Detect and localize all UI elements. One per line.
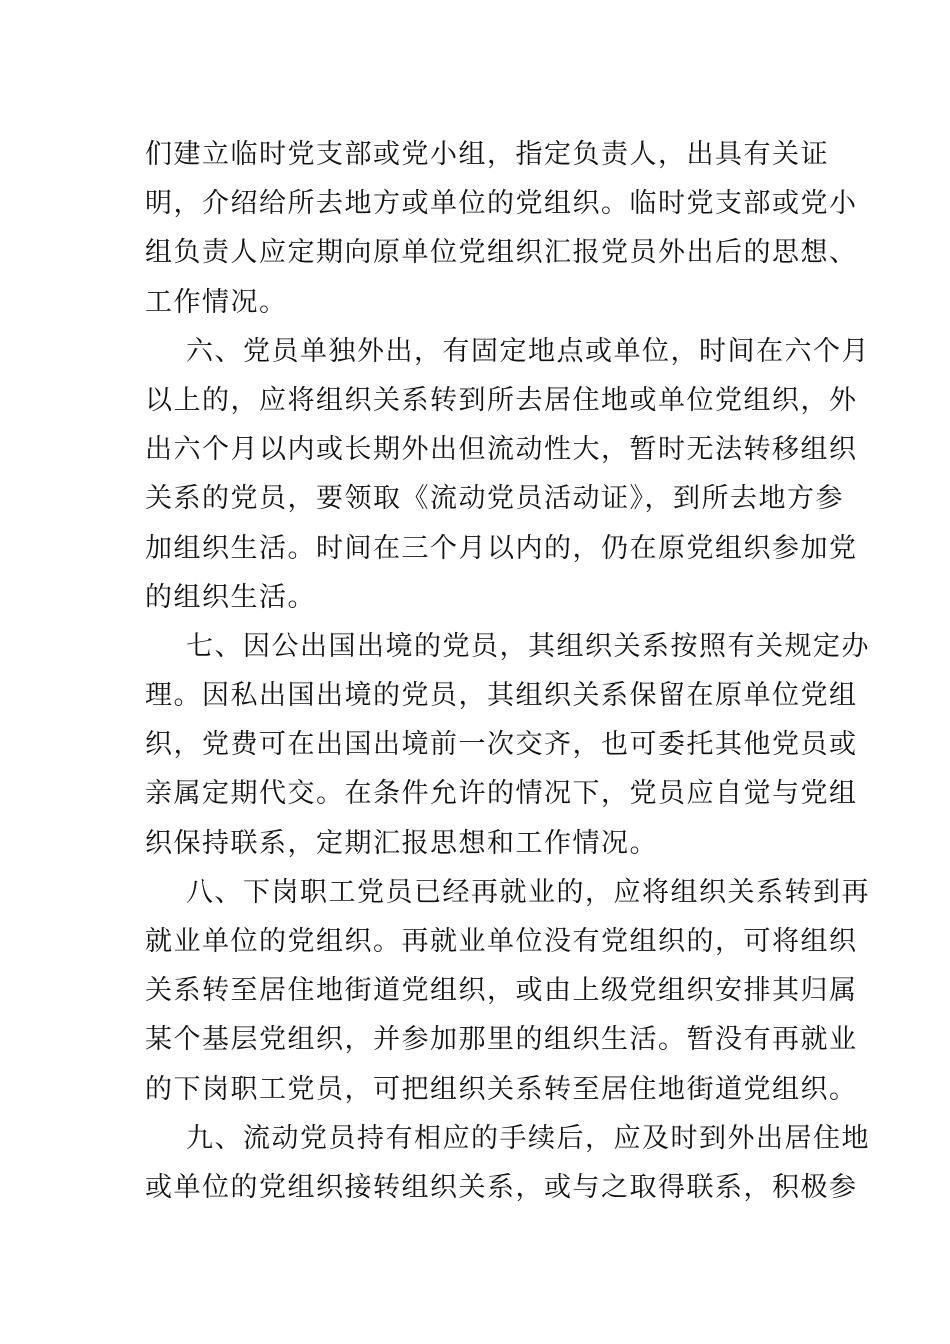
document-body xyxy=(145,130,870,1212)
text-line: 织保持联系，定期汇报思想和工作情况。 xyxy=(145,827,658,859)
text-line: 加组织生活。时间在三个月以内的，仍在原党组织参加党 xyxy=(145,532,858,564)
text-line: 组负责人应定期向原单位党组织汇报党员外出后的思想、 xyxy=(145,237,858,269)
text-line: 就业单位的党组织。再就业单位没有党组织的，可将组织 xyxy=(145,926,858,957)
text-line: 的组织生活。 xyxy=(145,581,316,613)
text-line: 关系的党员，要领取《流动党员活动证》，到所去地方参 xyxy=(145,483,844,515)
text-line: 某个基层党组织，并参加那里的组织生活。暂没有再就业 xyxy=(145,1024,858,1056)
text-line: 明，介绍给所去地方或单位的党组织。临时党支部或党小 xyxy=(145,188,858,220)
paragraph-eight-first-line: 八、下岗职工党员已经再就业的，应将组织关系转到再 xyxy=(186,876,870,908)
text-line: 出六个月以内或长期外出但流动性大，暂时无法转移组织 xyxy=(145,434,858,466)
paragraph-nine-first-line: 九、流动党员持有相应的手续后，应及时到外出居住地 xyxy=(186,1122,870,1154)
text-line: 或单位的党组织接转组织关系，或与之取得联系，积极参 xyxy=(145,1171,858,1203)
text-line: 以上的，应将组织关系转到所去居住地或单位党组织，外 xyxy=(145,384,858,416)
text-line: 亲属定期代交。在条件允许的情况下，党员应自觉与党组 xyxy=(145,778,858,810)
text-line: 关系转至居住地街道党组织，或由上级党组织安排其归属 xyxy=(145,975,858,1007)
text-line: 的下岗职工党员，可把组织关系转至居住地街道党组织。 xyxy=(145,1073,858,1105)
paragraph-seven-first-line: 七、因公出国出境的党员，其组织关系按照有关规定办 xyxy=(186,630,870,662)
text-line: 理。因私出国出境的党员，其组织关系保留在原单位党组 xyxy=(145,680,858,712)
text-line: 织，党费可在出国出境前一次交齐，也可委托其他党员或 xyxy=(145,729,858,761)
text-line: 工作情况。 xyxy=(145,286,288,318)
paragraph-six-first-line: 六、党员单独外出，有固定地点或单位，时间在六个月 xyxy=(186,335,870,367)
text-line: 们建立临时党支部或党小组，指定负责人，出具有关证 xyxy=(145,139,829,170)
